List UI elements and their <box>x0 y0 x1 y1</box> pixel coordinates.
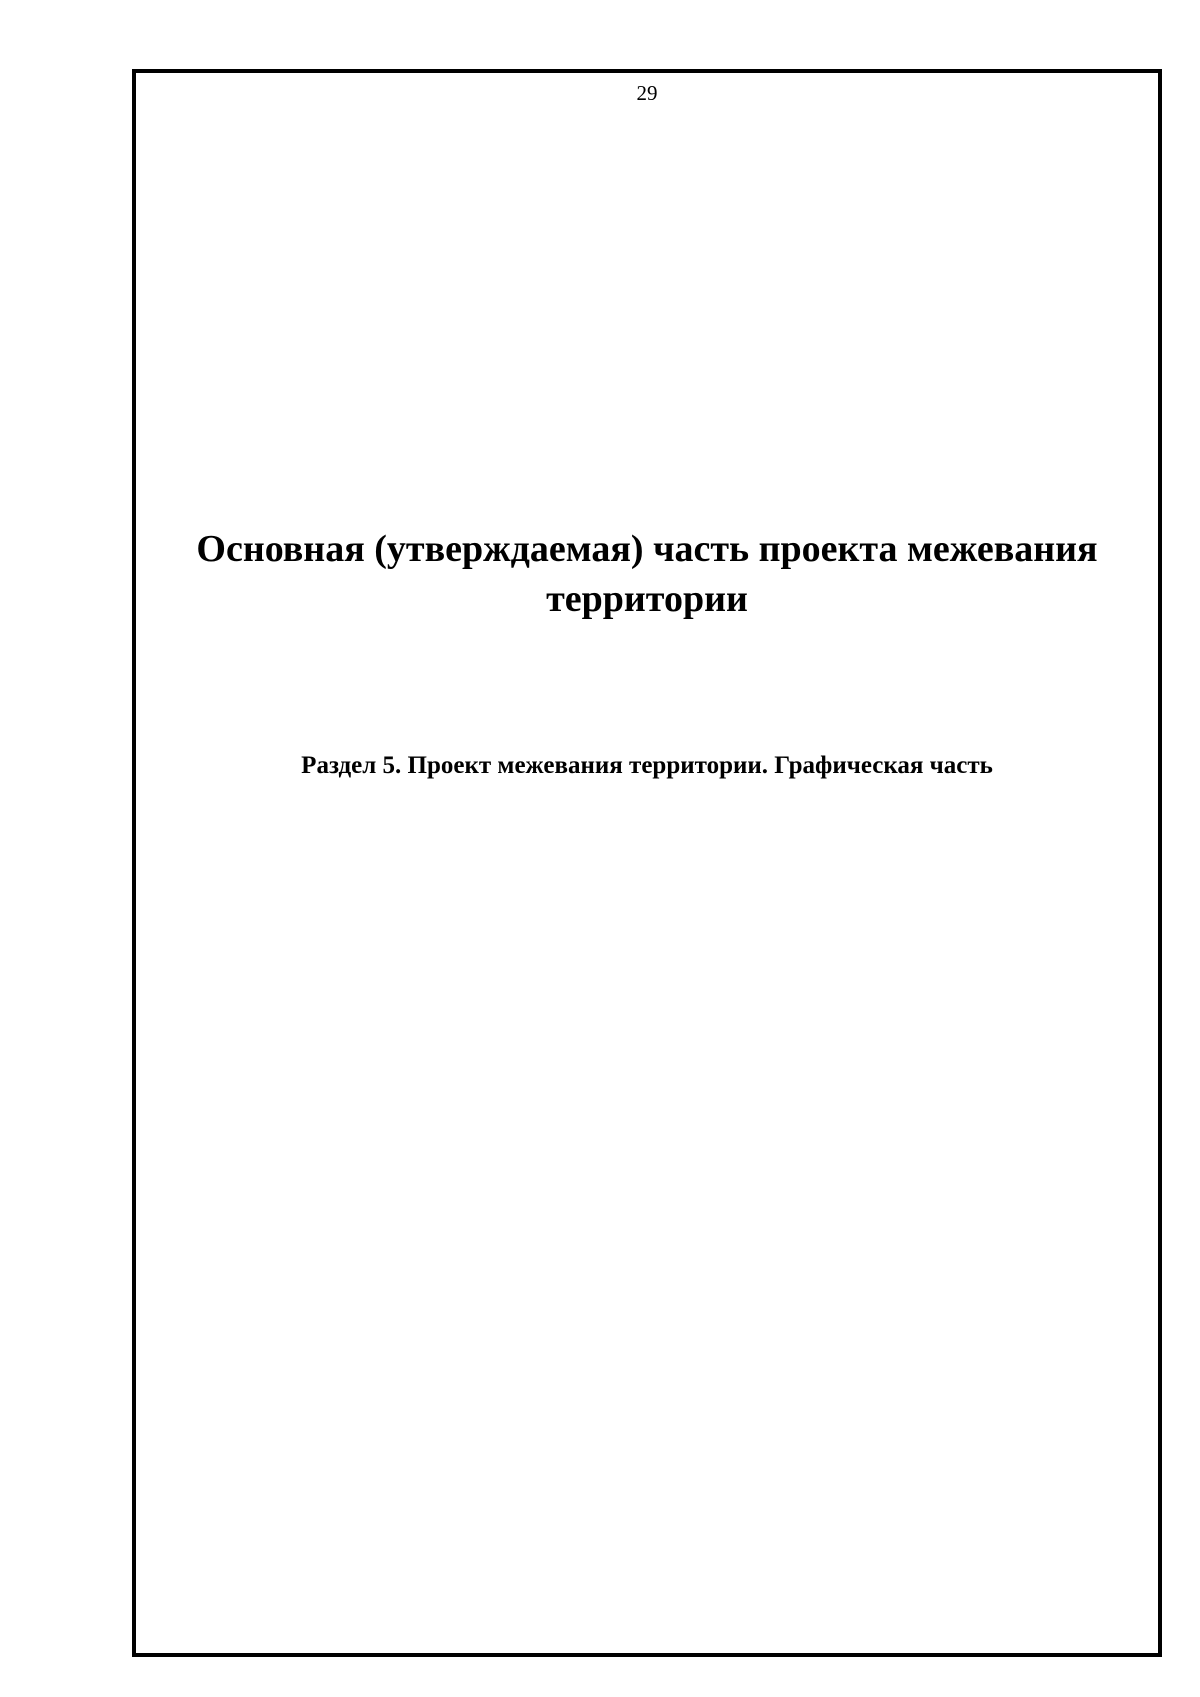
page-number: 29 <box>636 81 658 105</box>
page-title <box>136 524 1158 624</box>
page-frame <box>132 69 1162 1657</box>
section-title: Раздел 5. Проект межевания территории. Графическая часть <box>301 752 993 779</box>
page-title-line-1: Основная (утверждаемая) часть проекта межевания <box>196 528 1098 570</box>
page-title-line-2: территории <box>546 578 748 620</box>
